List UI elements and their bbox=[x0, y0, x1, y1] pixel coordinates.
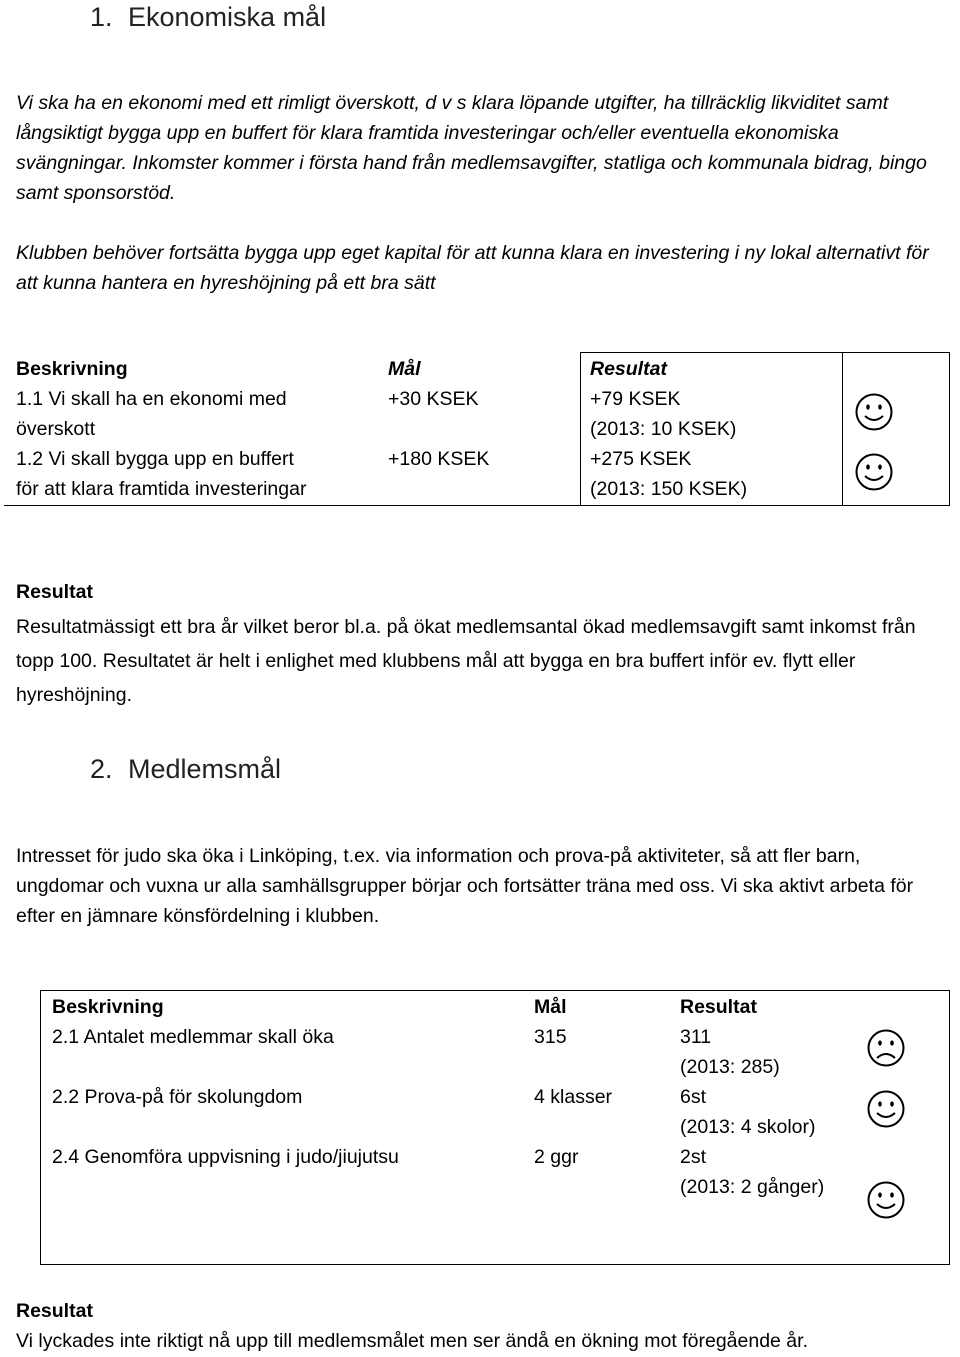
table-row bbox=[16, 384, 952, 444]
sad-face-icon bbox=[866, 1028, 906, 1068]
section1-heading bbox=[90, 2, 326, 33]
row-description: 1.2 Vi skall bygga upp en buffert för att klara framtida investeringar bbox=[16, 448, 307, 500]
table-row bbox=[52, 1022, 950, 1082]
row-result: 2st (2013: 2 gånger) bbox=[680, 1146, 825, 1198]
table-header-row bbox=[52, 992, 950, 1022]
row-description: 1.1 Vi skall ha en ekonomi med överskott bbox=[16, 388, 287, 440]
section1-number: 1. bbox=[90, 2, 113, 32]
economy-goals-table bbox=[16, 354, 952, 504]
row-result: 311 (2013: 285) bbox=[680, 1026, 780, 1078]
row-goal: +180 KSEK bbox=[388, 448, 490, 470]
section1-goal-text: Vi ska ha en ekonomi med ett rimligt överskott, d v s klara löpande utgifter, ha tillräcklig likviditet samt långsiktigt bygga upp en buffert för klara framtida investeringar och/eller eventuella ekonomiska svängningar. Inkomster kommer i första hand från medlemsavgifter, statliga och kommunala bidrag, bingo samt sponsorstöd. bbox=[16, 92, 927, 204]
row-description: 2.2 Prova-på för skolungdom bbox=[52, 1086, 303, 1108]
section2-heading bbox=[90, 754, 281, 785]
header-goal: Mål bbox=[388, 358, 421, 380]
header-result: Resultat bbox=[590, 358, 667, 380]
row-result: +275 KSEK (2013: 150 KSEK) bbox=[590, 448, 748, 500]
section1-title: Ekonomiska mål bbox=[128, 2, 327, 32]
member-goals-table bbox=[52, 992, 950, 1202]
header-description: Beskrivning bbox=[16, 358, 128, 380]
table-header-row bbox=[16, 354, 952, 384]
table-row bbox=[52, 1082, 950, 1142]
row-goal: +30 KSEK bbox=[388, 388, 479, 410]
happy-face-icon bbox=[854, 452, 894, 492]
row-goal: 4 klasser bbox=[534, 1086, 613, 1108]
happy-face-icon bbox=[866, 1089, 906, 1129]
header-result: Resultat bbox=[680, 996, 757, 1018]
row-result: +79 KSEK (2013: 10 KSEK) bbox=[590, 388, 737, 440]
section2-result-heading: Resultat bbox=[16, 1300, 93, 1322]
section1-result-text: Resultatmässigt ett bra år vilket beror bl.a. på ökat medlemsantal ökad medlemsavgift samt inkomst från topp 100. Resultatet är helt i enlighet med klubbens mål att bygga en bra buffert inför ev. flytt eller hyreshöjning. bbox=[16, 616, 916, 706]
happy-face-icon bbox=[866, 1180, 906, 1220]
section2-goal-text: Intresset för judo ska öka i Linköping, t.ex. via information och prova-på aktiviteter, så att fler barn, ungdomar och vuxna ur alla samhällsgrupper börjar och fortsätter träna med oss. Vi ska aktivt arbeta för efter en jämnare könsfördelning i klubben. bbox=[16, 845, 914, 927]
row-description: 2.1 Antalet medlemmar skall öka bbox=[52, 1026, 334, 1048]
row-goal: 2 ggr bbox=[534, 1146, 579, 1168]
section2-title: Medlemsmål bbox=[128, 754, 282, 784]
table-row bbox=[16, 444, 952, 504]
row-description: 2.4 Genomföra uppvisning i judo/jiujutsu bbox=[52, 1146, 399, 1168]
header-goal: Mål bbox=[534, 996, 567, 1018]
section2-number: 2. bbox=[90, 754, 113, 784]
header-description: Beskrivning bbox=[52, 996, 164, 1018]
section1-result-heading: Resultat bbox=[16, 581, 93, 603]
row-goal: 315 bbox=[534, 1026, 567, 1048]
section2-result-text: Vi lyckades inte riktigt nå upp till medlemsmålet men ser ändå en ökning mot föregående år. bbox=[16, 1330, 808, 1352]
happy-face-icon bbox=[854, 392, 894, 432]
row-result: 6st (2013: 4 skolor) bbox=[680, 1086, 816, 1138]
table-row bbox=[52, 1142, 950, 1202]
section1-goal-text-2: Klubben behöver fortsätta bygga upp eget kapital för att kunna klara en investering i ny lokal alternativt för att kunna hantera en hyreshöjning på ett bra sätt bbox=[16, 242, 929, 294]
